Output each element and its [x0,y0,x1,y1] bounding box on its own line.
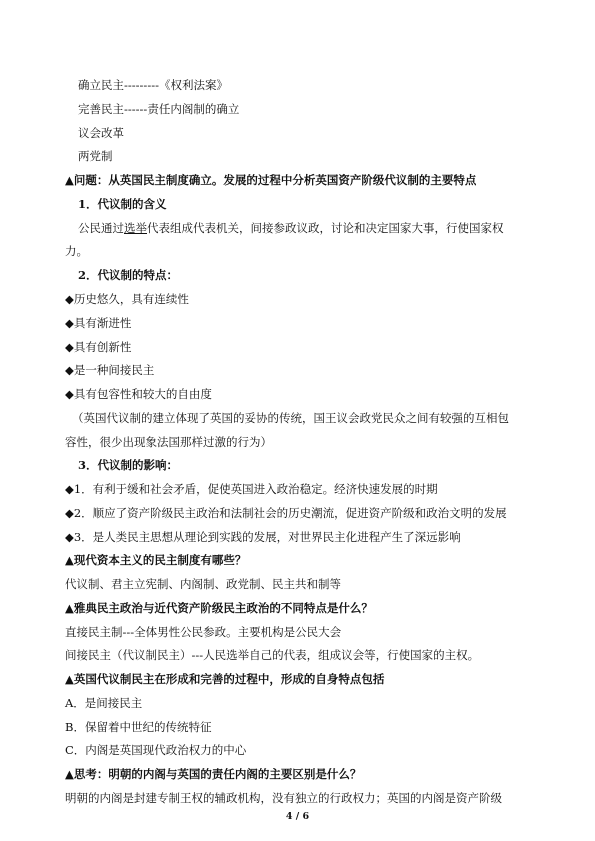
text-line: 直接民主制---全体男性公民参政。主要机构是公民大会 [65,625,342,639]
bullet-item: ◆是一种间接民主 [65,363,155,377]
text-line: 确立民主---------《权利法案》 [78,78,228,92]
option-item: C．内阁是英国现代政治权力的中心 [65,743,247,757]
text-line: 议会改革 [78,126,124,140]
question-heading: ▲雅典民主政治与近代资产阶级民主政治的不同特点是什么？ [65,601,373,615]
question-heading: ▲现代资本主义的民主制度有哪些？ [65,553,247,567]
text-segment: 代表组成代表机关，间接参政议政，讨论和决定国家大事，行使国家权 [147,221,504,235]
text-line: 力。 [65,244,88,258]
text-line: 间接民主（代议制民主）---人民选举自己的代表，组成议会等，行使国家的主权。 [65,648,480,662]
bullet-item: ◆具有渐进性 [65,316,132,330]
text-line: 完善民主------责任内阁制的确立 [78,102,240,116]
question-heading: ▲思考：明朝的内阁与英国的责任内阁的主要区别是什么？ [65,767,362,781]
underlined-term: 选举 [124,221,147,235]
bullet-item: ◆具有包容性和较大的自由度 [65,387,212,401]
section-heading: 1．代议制的含义 [78,197,167,211]
text-line: 明朝的内阁是封建专制王权的辅政机构，没有独立的行政权力；英国的内阁是资产阶级 [65,791,502,805]
page-number: 4 / 6 [285,811,310,822]
text-line [78,221,504,235]
question-heading: ▲问题：从英国民主制度确立。发展的过程中分析英国资产阶级代议制的主要特点 [65,173,477,187]
text-line: 容性，很少出现象法国那样过激的行为） [65,435,272,449]
bullet-item: ◆2．顺应了资产阶级民主政治和法制社会的历史潮流，促进资产阶级和政治文明的发展 [65,506,507,520]
bullet-item: ◆1．有利于缓和社会矛盾，促使英国进入政治稳定。经济快速发展的时期 [65,482,438,496]
section-heading: 3．代议制的影响： [78,458,179,472]
bullet-item: ◆历史悠久，具有连续性 [65,292,189,306]
text-line: 两党制 [78,149,113,163]
option-item: A．是间接民主 [65,696,143,710]
text-segment: 公民通过 [78,221,124,235]
option-item: B．保留着中世纪的传统特征 [65,720,212,734]
question-heading: ▲英国代议制民主在形成和完善的过程中，形成的自身特点包括 [65,672,385,686]
section-heading: 2．代议制的特点： [78,268,179,282]
bullet-item: ◆3．是人类民主思想从理论到实践的发展，对世界民主化进程产生了深远影响 [65,530,461,544]
text-line: 代议制、君主立宪制、内阁制、政党制、民主共和制等 [65,577,341,591]
bullet-item: ◆具有创新性 [65,340,132,354]
text-line: （英国代议制的建立体现了英国的妥协的传统，国王议会政党民众之间有较强的互相包 [72,411,509,425]
